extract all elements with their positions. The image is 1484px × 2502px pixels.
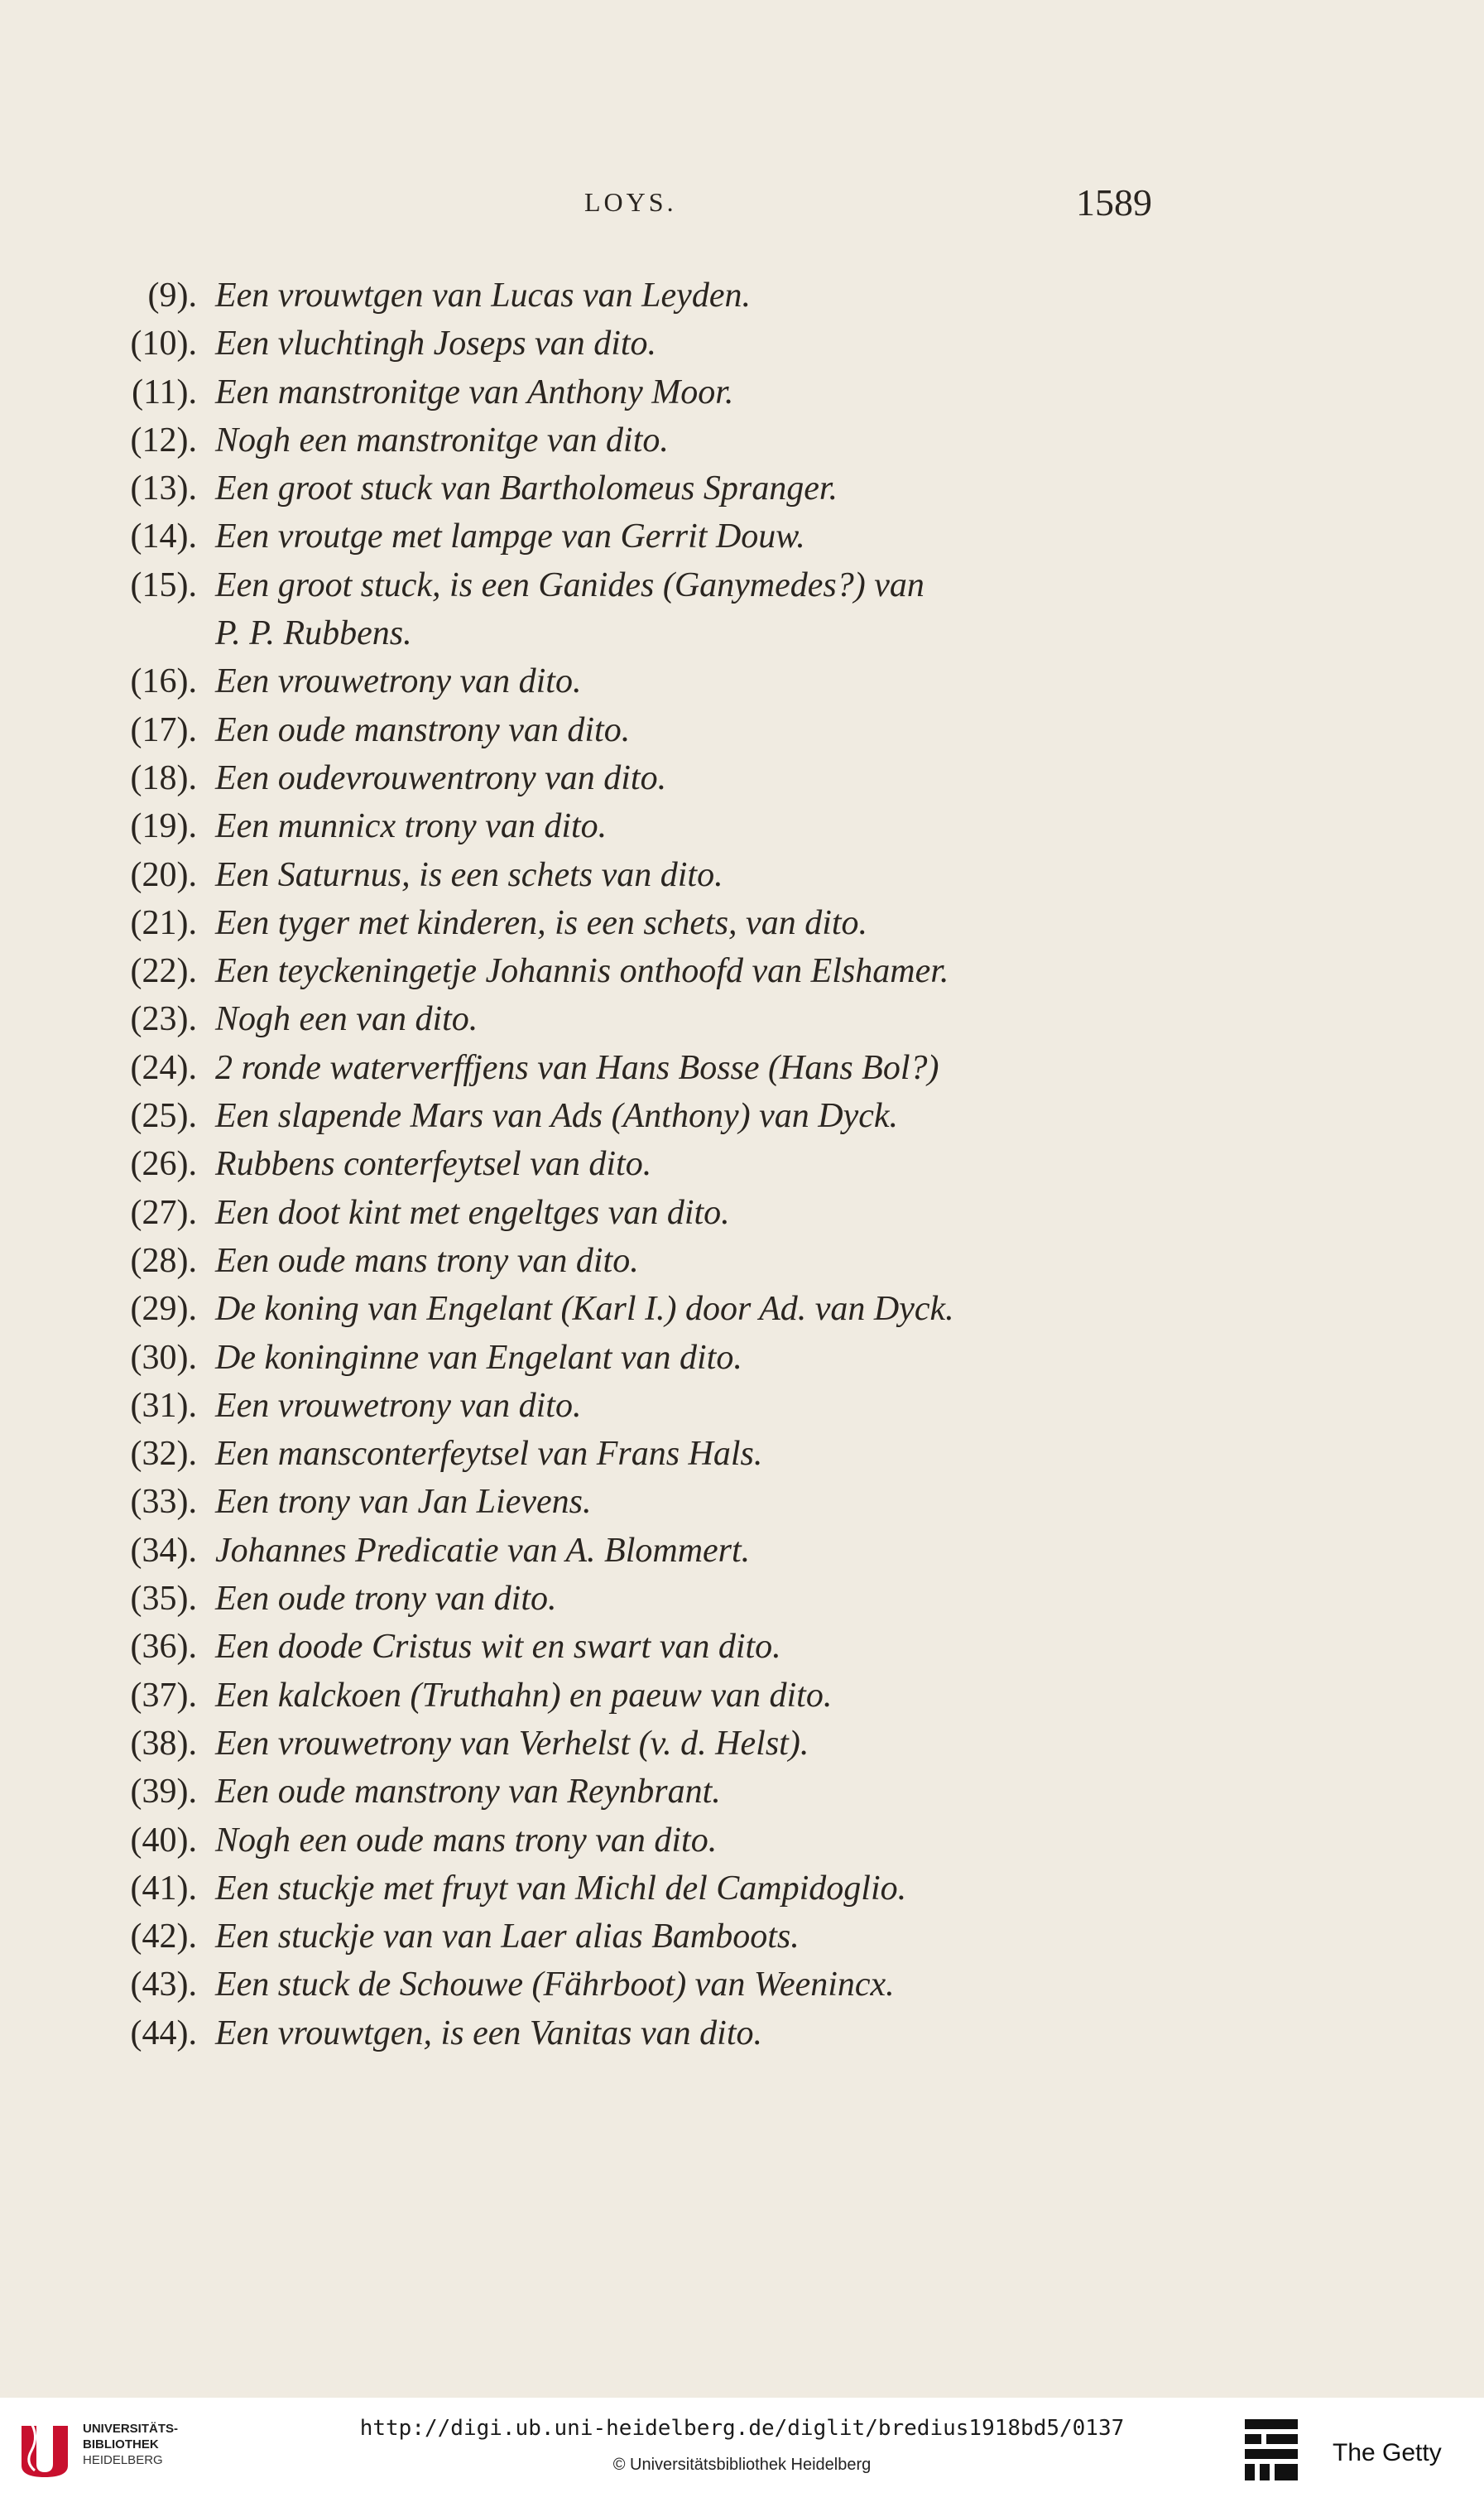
entry-number: (28).: [130, 1241, 197, 1280]
entry-description: Een teyckeningetje Johannis onthoofd van Elshamer.: [215, 952, 949, 991]
inventory-entry: [0, 1140, 1484, 1188]
inventory-entry: [0, 1672, 1484, 1720]
inventory-entry: [0, 1430, 1484, 1478]
entry-description: Een tyger met kinderen, is een schets, van dito.: [215, 903, 868, 942]
entry-description: Een stuckje met fruyt van Michl del Campidoglio.: [215, 1869, 907, 1908]
entry-number: (24).: [130, 1048, 197, 1087]
library-name-line3: HEIDELBERG: [83, 2453, 163, 2467]
entry-description: De koninginne van Engelant van dito.: [215, 1338, 742, 1377]
inventory-entry: [0, 1961, 1484, 2009]
inventory-entry: [0, 320, 1484, 368]
entry-text: [215, 1334, 1175, 1382]
inventory-entry: [0, 1575, 1484, 1623]
inventory-entry: [0, 1478, 1484, 1526]
footer-bar: [0, 2398, 1484, 2502]
entry-text: [215, 464, 1175, 512]
inventory-entry: [0, 802, 1484, 850]
entry-number: (30).: [130, 1338, 197, 1377]
entry-text: [215, 272, 1175, 320]
library-name-line2: BIBLIOTHEK: [83, 2437, 159, 2451]
entry-description: Een oude manstrony van dito.: [215, 710, 631, 749]
running-title: LOYS.: [584, 187, 677, 217]
entry-description: Een munnicx trony van dito.: [215, 807, 608, 846]
entry-description: Een doot kint met engeltges van dito.: [215, 1193, 730, 1232]
entry-text: [215, 1575, 1175, 1623]
entry-text: [215, 1913, 1175, 1961]
entry-number: (22).: [130, 952, 197, 991]
entry-number: (16).: [130, 662, 197, 701]
inventory-entry: [0, 272, 1484, 320]
entry-number: (23).: [130, 1000, 197, 1039]
inventory-entry: [0, 1044, 1484, 1092]
entry-text: [215, 754, 1175, 802]
inventory-entry: [0, 1720, 1484, 1768]
entry-text: [215, 1768, 1175, 1816]
entry-text: [215, 802, 1175, 850]
entry-number: (9).: [147, 277, 197, 315]
entry-text: [215, 706, 1175, 754]
inventory-entry: [0, 1768, 1484, 1816]
partner-name: The Getty: [1333, 2439, 1442, 2466]
entry-description: Een vluchtingh Joseps van dito.: [215, 325, 657, 363]
inventory-entry: [0, 1237, 1484, 1285]
inventory-entry: [0, 1527, 1484, 1575]
entry-description: Een mansconterfeytsel van Frans Hals.: [215, 1435, 763, 1474]
entry-description: Een vrouwetrony van dito.: [215, 662, 582, 701]
entry-number: (38).: [130, 1724, 197, 1763]
copyright-notice: © Universitätsbibliothek Heidelberg: [612, 2456, 872, 2474]
inventory-entry: [0, 2009, 1484, 2057]
entry-number: (43).: [130, 1966, 197, 2004]
entry-number: (15).: [130, 565, 197, 604]
entry-description: Een vrouwtgen, is een Vanitas van dito.: [215, 2014, 763, 2052]
entry-text: [215, 899, 1175, 947]
entry-number: (18).: [130, 758, 197, 797]
entry-description: Een groot stuck, is een Ganides (Ganymedes?) van: [215, 565, 924, 604]
inventory-entry: [0, 1864, 1484, 1913]
entry-number: (31).: [130, 1386, 197, 1425]
entry-text: [215, 1672, 1175, 1720]
inventory-entry: [0, 1334, 1484, 1382]
inventory-entry: [0, 899, 1484, 947]
entry-number: (11).: [132, 373, 197, 411]
entry-number: (35).: [130, 1580, 197, 1619]
entry-number: (21).: [130, 903, 197, 942]
entry-text: [215, 995, 1175, 1043]
entry-number: (36).: [130, 1628, 197, 1667]
inventory-entry: [0, 1382, 1484, 1430]
entry-text: [215, 657, 1175, 705]
entry-text: [215, 1720, 1175, 1768]
entry-text: [215, 1382, 1175, 1430]
entry-text: [215, 561, 1175, 657]
entry-number: (34).: [130, 1531, 197, 1570]
entry-number: (20).: [130, 855, 197, 894]
entry-description: Een trony van Jan Lievens.: [215, 1483, 592, 1522]
inventory-entry: [0, 947, 1484, 995]
entry-number: (29).: [130, 1290, 197, 1329]
getty-logo-icon: [1241, 2416, 1301, 2484]
entry-description: Een manstronitge van Anthony Moor.: [215, 373, 734, 411]
entry-number: (44).: [130, 2014, 197, 2052]
entry-description: Johannes Predicatie van A. Blommert.: [215, 1531, 751, 1570]
entry-description: Een groot stuck van Bartholomeus Spranger.: [215, 469, 838, 508]
entry-description: Een slapende Mars van Ads (Anthony) van Dyck.: [215, 1097, 898, 1136]
entry-text: [215, 1527, 1175, 1575]
running-head: [0, 180, 1484, 230]
library-name-line1: UNIVERSITÄTS-: [83, 2422, 179, 2436]
entry-number: (10).: [130, 325, 197, 363]
entry-description: Nogh een manstronitge van dito.: [215, 421, 669, 460]
inventory-entry: [0, 512, 1484, 561]
inventory-list: [0, 272, 1484, 2057]
entry-text: [215, 1478, 1175, 1526]
entry-number: (26).: [130, 1145, 197, 1184]
entry-number: (41).: [130, 1869, 197, 1908]
inventory-entry: [0, 1189, 1484, 1237]
entry-text: [215, 1816, 1175, 1864]
entry-text: [215, 851, 1175, 899]
entry-description: Nogh een van dito.: [215, 1000, 478, 1039]
entry-text: [215, 512, 1175, 561]
entry-number: (12).: [130, 421, 197, 460]
entry-description: Een vrouwetrony van dito.: [215, 1386, 582, 1425]
entry-number: (27).: [130, 1193, 197, 1232]
entry-description: Rubbens conterfeytsel van dito.: [215, 1145, 652, 1184]
inventory-entry: [0, 1913, 1484, 1961]
entry-text: [215, 1044, 1175, 1092]
entry-number: (19).: [130, 807, 197, 846]
entry-text: [215, 1961, 1175, 2009]
entry-number: (39).: [130, 1773, 197, 1812]
entry-text: [215, 1237, 1175, 1285]
entry-text: [215, 368, 1175, 416]
entry-description: Een doode Cristus wit en swart van dito.: [215, 1628, 781, 1667]
entry-number: (13).: [130, 469, 197, 508]
entry-text: [215, 1864, 1175, 1913]
inventory-entry: [0, 1816, 1484, 1864]
inventory-entry: [0, 851, 1484, 899]
entry-text: [215, 947, 1175, 995]
entry-description: Een oudevrouwentrony van dito.: [215, 758, 667, 797]
entry-description: Een oude trony van dito.: [215, 1580, 557, 1619]
entry-number: (17).: [130, 710, 197, 749]
entry-description: Een stuck de Schouwe (Fährboot) van Weenincx.: [215, 1966, 895, 2004]
entry-number: (14).: [130, 517, 197, 556]
entry-description: Nogh een oude mans trony van dito.: [215, 1821, 718, 1860]
entry-number: (40).: [130, 1821, 197, 1860]
page-number: 1589: [1076, 181, 1152, 224]
entry-number: (33).: [130, 1483, 197, 1522]
entry-description: Een Saturnus, is een schets van dito.: [215, 855, 723, 894]
inventory-entry: [0, 995, 1484, 1043]
entry-description-continued: P. P. Rubbens.: [215, 613, 412, 652]
inventory-entry: [0, 1623, 1484, 1671]
inventory-entry: [0, 706, 1484, 754]
inventory-entry: [0, 416, 1484, 464]
entry-description: Een vrouwetrony van Verhelst (v. d. Helst).: [215, 1724, 809, 1763]
entry-description: De koning van Engelant (Karl I.) door Ad. van Dyck.: [215, 1290, 954, 1329]
entry-description: Een oude mans trony van dito.: [215, 1241, 639, 1280]
entry-number: (25).: [130, 1097, 197, 1136]
inventory-entry: [0, 1092, 1484, 1140]
entry-description: Een vrouwtgen van Lucas van Leyden.: [215, 277, 751, 315]
entry-text: [215, 1189, 1175, 1237]
entry-description: Een kalckoen (Truthahn) en paeuw van dito.: [215, 1676, 833, 1715]
entry-number: (32).: [130, 1435, 197, 1474]
inventory-entry: [0, 368, 1484, 416]
entry-text: [215, 1623, 1175, 1671]
entry-description: Een stuckje van van Laer alias Bamboots.: [215, 1917, 800, 1956]
entry-text: [215, 1140, 1175, 1188]
permalink-url[interactable]: http://digi.ub.uni-heidelberg.de/diglit/bredius1918bd5/0137: [359, 2416, 1125, 2441]
entry-text: [215, 416, 1175, 464]
entry-text: [215, 320, 1175, 368]
entry-description: Een vroutge met lampge van Gerrit Douw.: [215, 517, 805, 556]
inventory-entry: [0, 657, 1484, 705]
entry-text: [215, 1430, 1175, 1478]
entry-text: [215, 1092, 1175, 1140]
inventory-entry: [0, 464, 1484, 512]
entry-text: [215, 1285, 1175, 1333]
inventory-entry: [0, 1285, 1484, 1333]
entry-description: Een oude manstrony van Reynbrant.: [215, 1773, 721, 1812]
inventory-entry: [0, 754, 1484, 802]
inventory-entry: [0, 561, 1484, 658]
entry-number: (42).: [130, 1917, 197, 1956]
entry-description: 2 ronde waterverffjens van Hans Bosse (Hans Bol?): [215, 1048, 939, 1087]
entry-text: [215, 2009, 1175, 2057]
entry-number: (37).: [130, 1676, 197, 1715]
